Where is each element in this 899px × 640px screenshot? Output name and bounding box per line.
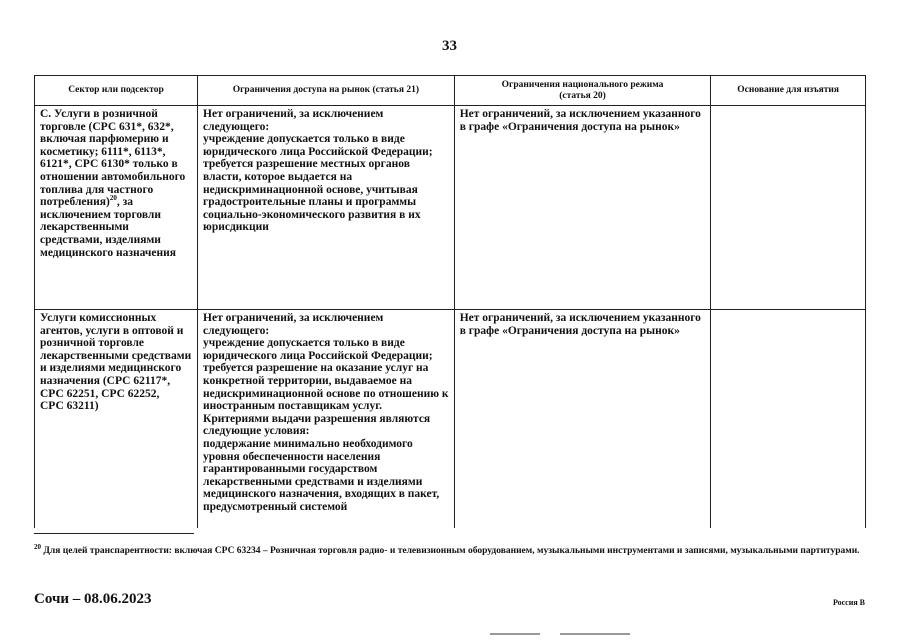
footnote-text: Для целей транспарентности: включая СРС 63234 – Розничная торговля радио- и телевизионным оборудованием, музыкальными инструментами и записями, музыкальными партитурами.: [43, 546, 860, 557]
scan-artifact: [560, 633, 630, 635]
page-number: 33: [442, 38, 457, 54]
header-national-treatment: Ограничения национального режима (статья 20): [454, 76, 711, 106]
cell-market-access: Нет ограничений, за исключением следующего: учреждение допускается только в виде юридического лица Российской Федерации; требуется разрешение на оказание услуг на конкретной территории, выдаваемое на недискриминационной основе по отношению к иностранным поставщикам услуг. Критериями выдачи разрешения являются следующие условия: поддержание минимально необходимого уровня обеспеченности населения гарантированными государством лекарственными средствами и изделиями медицинского назначения, входящих в пакет, предусмотренный системой: [198, 310, 455, 528]
scan-artifact: [490, 633, 540, 635]
table-header-row: [35, 76, 866, 106]
cell-sector: Услуги комиссионных агентов, услуги в оптовой и розничной торговле лекарственными средствами и изделиями медицинского назначения (СРС 62117*, СРС 62251, СРС 62252, СРС 63211): [35, 310, 198, 528]
cell-national-treatment: Нет ограничений, за исключением указанного в графе «Ограничения доступа на рынок»: [454, 310, 711, 528]
header-sector: Сектор или подсектор: [35, 76, 198, 106]
sector-text-tail: , за исключением торговли лекарственными средствами, изделиями медицинского назначения: [40, 196, 176, 259]
footnote-divider: [34, 533, 194, 534]
sector-text: С. Услуги в розничной торговле (СРС 631*, 632*, включая парфюмерию и косметику; 6111*, 6113*, 6121*, СРС 6130* только в отношении автомобильного топлива для частного потребления): [40, 108, 186, 209]
cell-basis: [711, 106, 866, 310]
header-market-access: Ограничения доступа на рынок (статья 21): [198, 76, 455, 106]
cell-national-treatment: Нет ограничений, за исключением указанного в графе «Ограничения доступа на рынок»: [454, 106, 711, 310]
table-row: [35, 106, 866, 310]
cell-sector: [35, 106, 198, 310]
table-row: [35, 310, 866, 528]
cell-basis: [711, 310, 866, 528]
schedule-table: [34, 75, 866, 528]
footnote-reference[interactable]: 20: [109, 194, 117, 203]
place-date: Сочи – 08.06.2023: [34, 591, 152, 607]
header-basis: Основание для изъятия: [711, 76, 866, 106]
footnote: [34, 541, 866, 557]
country-mark: Россия В: [832, 598, 865, 607]
cell-market-access: Нет ограничений, за исключением следующего: учреждение допускается только в виде юридического лица Российской Федерации; требуется разрешение местных органов власти, которое выдается на недискриминационной основе, учитывая градостроительные планы и программы социально-экономического развития в их юрисдикции: [198, 106, 455, 310]
footnote-number: 20: [34, 543, 41, 551]
